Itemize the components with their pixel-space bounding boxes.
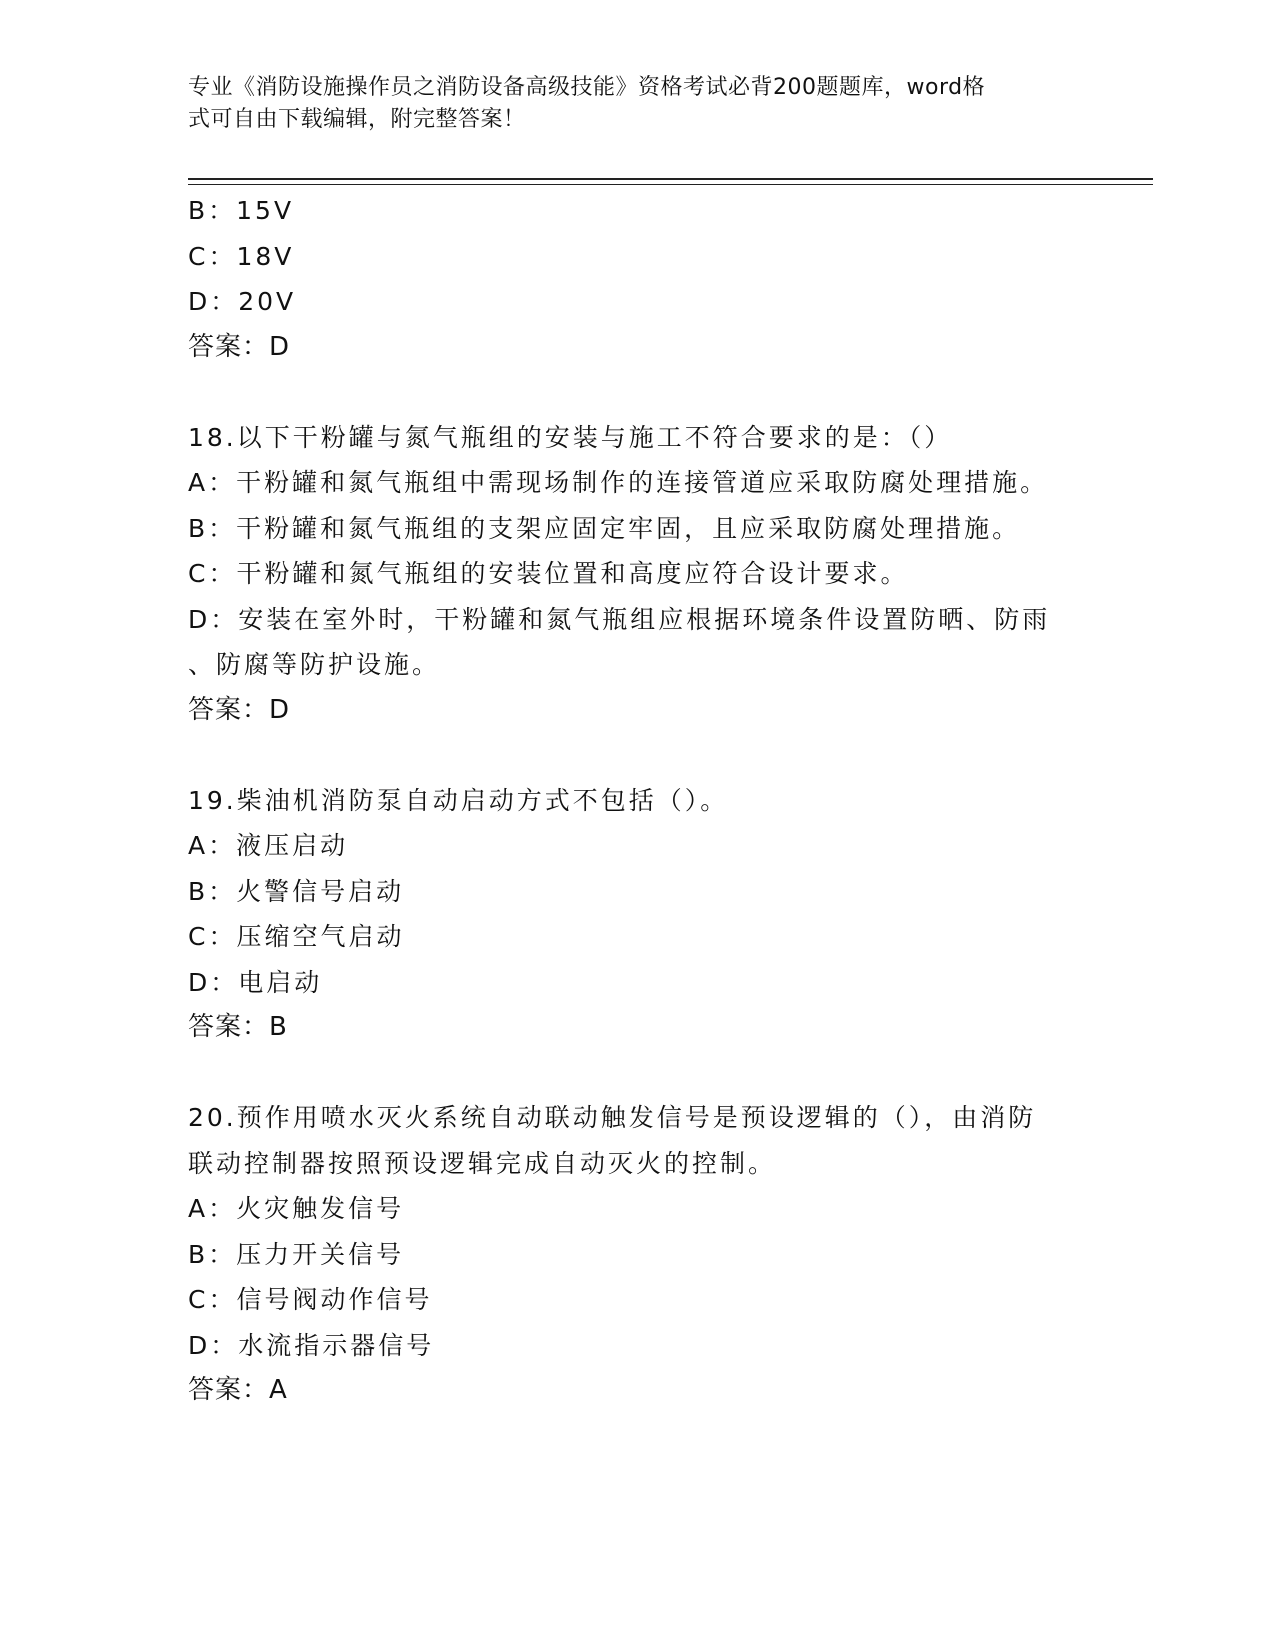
question-18 — [188, 415, 1088, 733]
option-b: B：15V — [188, 196, 295, 225]
question-17-continued — [188, 188, 1088, 370]
header-divider-thin — [188, 184, 1153, 185]
question-stem: 18.以下干粉罐与氮气瓶组的安装与施工不符合要求的是：（） — [188, 422, 953, 452]
option-a: A：干粉罐和氮气瓶组中需现场制作的连接管道应采取防腐处理措施。 — [188, 468, 1049, 497]
answer-line: 答案：D — [188, 331, 291, 362]
answer-line: 答案：A — [188, 1375, 288, 1405]
question-19 — [188, 778, 1088, 1051]
question-20 — [188, 1095, 1088, 1413]
option-a: A：火灾触发信号 — [188, 1194, 405, 1223]
option-d: D：水流指示器信号 — [188, 1330, 435, 1360]
option-a: A：液压启动 — [188, 831, 349, 860]
option-c: C：信号阀动作信号 — [188, 1285, 433, 1314]
option-d: D：20V — [188, 287, 297, 316]
option-c: C：18V — [188, 241, 295, 271]
header-title-line-2: 式可自由下载编辑，附完整答案！ — [188, 107, 526, 132]
option-d-continued: 、防腐等防护设施。 — [188, 650, 441, 679]
question-content — [188, 188, 1088, 1413]
question-stem-continued: 联动控制器按照预设逻辑完成自动灭火的控制。 — [188, 1148, 777, 1178]
option-b: B：压力开关信号 — [188, 1239, 405, 1269]
option-d: D：安装在室外时，干粉罐和氮气瓶组应根据环境条件设置防晒、防雨 — [188, 604, 1051, 634]
option-b: B：火警信号启动 — [188, 876, 405, 906]
header-divider-thick — [188, 178, 1153, 180]
answer-line: 答案：D — [188, 694, 291, 725]
question-stem: 20.预作用喷水灭火系统自动联动触发信号是预设逻辑的（），由消防 — [188, 1103, 1037, 1132]
option-d: D：电启动 — [188, 967, 323, 997]
option-c: C：压缩空气启动 — [188, 922, 405, 951]
document-header — [188, 72, 1068, 136]
header-title-line-1: 专业《消防设施操作员之消防设备高级技能》资格考试必背200题题库，word格 — [188, 75, 986, 100]
question-stem: 19.柴油机消防泵自动启动方式不包括（）。 — [188, 785, 729, 815]
option-b: B：干粉罐和氮气瓶组的支架应固定牢固，且应采取防腐处理措施。 — [188, 513, 1021, 543]
answer-line: 答案：B — [188, 1012, 288, 1042]
option-c: C：干粉罐和氮气瓶组的安装位置和高度应符合设计要求。 — [188, 559, 909, 588]
